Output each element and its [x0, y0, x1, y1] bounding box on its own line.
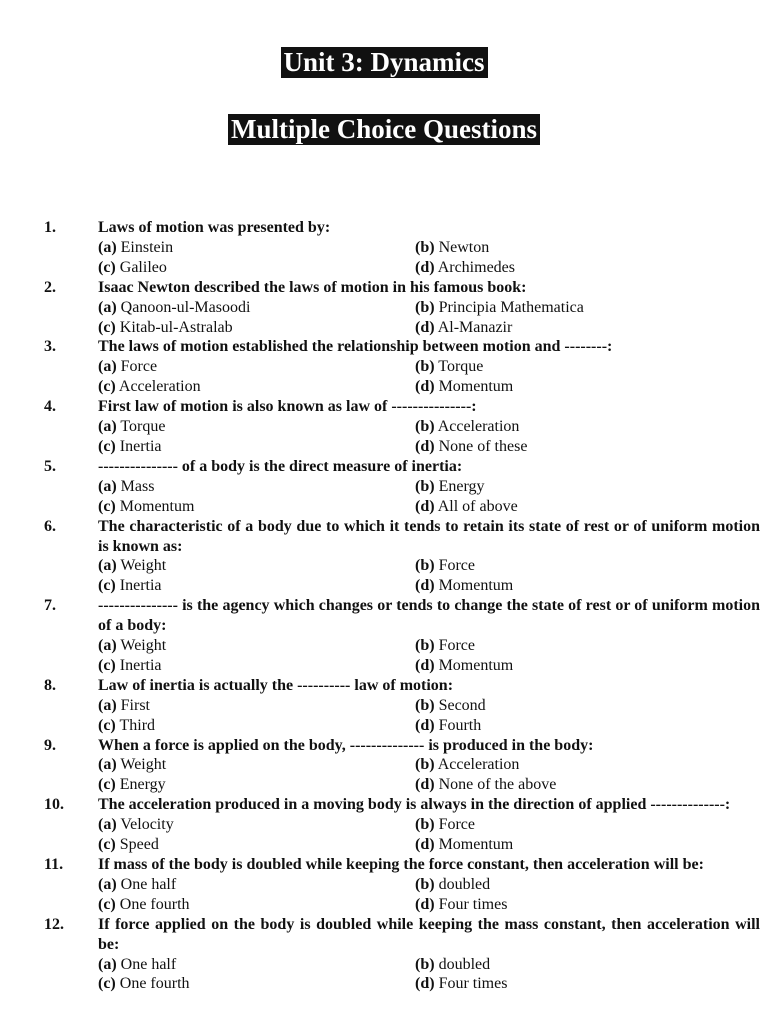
option-letter: (a) [98, 955, 117, 973]
option-letter: (b) [415, 238, 435, 256]
option-text: doubled [438, 875, 491, 893]
answer-option [98, 477, 415, 497]
answer-option [415, 875, 755, 895]
answer-option [98, 755, 415, 775]
option-letter: (d) [415, 975, 435, 993]
question-item [0, 517, 768, 597]
question-item [0, 676, 768, 736]
question-text: --------------- is the agency which changes or tends to change the state of rest or of uniform motion of a body: [98, 597, 760, 635]
option-text: Energy [119, 776, 166, 794]
question-text: The acceleration produced in a moving body is always in the direction of applied --------------: [98, 796, 731, 814]
question-number: 11. [44, 856, 64, 873]
option-text: Principia Mathematica [438, 298, 584, 316]
answer-option [415, 238, 755, 258]
option-letter: (b) [415, 477, 435, 495]
answer-option [415, 775, 755, 795]
answer-option [98, 258, 415, 278]
option-text: None of the above [438, 776, 557, 794]
option-letter: (c) [98, 975, 116, 993]
question-number: 12. [44, 915, 64, 933]
option-letter: (c) [98, 258, 116, 276]
question-number: 1. [44, 219, 56, 236]
option-text: Acceleration [118, 378, 201, 396]
option-text: One fourth [119, 895, 190, 913]
answer-option [415, 377, 755, 397]
answer-option [415, 298, 755, 318]
question-number: 4. [44, 398, 56, 416]
option-text: Mass [120, 477, 155, 495]
option-text: Force [438, 557, 475, 575]
answer-option [98, 437, 415, 457]
answer-option [415, 974, 755, 994]
option-text: Force [438, 816, 475, 834]
option-text: Energy [438, 477, 485, 495]
option-letter: (b) [415, 816, 435, 834]
option-letter: (a) [98, 298, 117, 316]
question-item [0, 278, 768, 338]
answer-option [98, 656, 415, 676]
option-letter: (d) [415, 437, 435, 455]
option-text: Newton [438, 238, 490, 256]
answer-option [98, 895, 415, 915]
answer-option [415, 318, 755, 338]
option-text: Weight [120, 637, 167, 655]
option-text: Weight [120, 557, 167, 575]
question-number: 3. [44, 338, 56, 356]
answer-option [98, 377, 415, 397]
answer-option [415, 835, 755, 855]
answer-option [98, 875, 415, 895]
answer-option [415, 656, 755, 676]
question-text: When a force is applied on the body, -------------- is produced in the body: [98, 736, 594, 754]
answer-option [415, 815, 755, 835]
answer-option [98, 357, 415, 377]
question-item [0, 736, 768, 796]
answer-option [98, 815, 415, 835]
question-number: 7. [44, 597, 56, 615]
option-letter: (d) [415, 318, 435, 336]
option-text: One half [120, 955, 177, 973]
option-letter: (c) [98, 895, 116, 913]
section-title: Multiple Choice Questions [228, 114, 540, 145]
option-text: doubled [438, 955, 491, 973]
option-text: Acceleration [437, 756, 520, 774]
question-number: 5. [44, 457, 56, 475]
answer-option [415, 477, 755, 497]
option-letter: (b) [415, 298, 435, 316]
option-letter: (d) [415, 776, 435, 794]
option-text: Weight [120, 756, 167, 774]
answer-option [98, 556, 415, 576]
option-text: Velocity [120, 816, 174, 834]
option-text: None of these [438, 437, 528, 455]
option-letter: (c) [98, 497, 116, 515]
option-text: Momentum [438, 656, 514, 674]
question-text: The laws of motion established the relationship between motion and --------: [98, 338, 613, 356]
answer-option [415, 258, 755, 278]
question-text: If force applied on the body is doubled while keeping the mass constant, then acceleration will be: [98, 915, 760, 953]
option-letter: (a) [98, 238, 117, 256]
option-text: Al-Manazir [437, 318, 513, 336]
option-text: Four times [438, 975, 508, 993]
question-item [0, 218, 768, 278]
option-letter: (b) [415, 358, 435, 376]
question-item [0, 795, 768, 855]
option-letter: (d) [415, 656, 435, 674]
question-list [0, 218, 768, 994]
option-text: Acceleration [437, 418, 520, 436]
option-letter: (d) [415, 577, 435, 595]
option-text: Force [438, 637, 475, 655]
option-text: Torque [438, 358, 484, 376]
option-text: Inertia [119, 437, 162, 455]
option-letter: (a) [98, 696, 117, 714]
option-text: Four times [438, 895, 508, 913]
option-text: One half [120, 875, 177, 893]
answer-option [415, 357, 755, 377]
answer-option [98, 298, 415, 318]
option-text: Qanoon-ul-Masoodi [120, 298, 251, 316]
answer-option [98, 955, 415, 975]
answer-option [415, 437, 755, 457]
option-text: Force [120, 358, 158, 376]
answer-option [415, 497, 755, 517]
unit-title-banner [0, 47, 768, 78]
answer-option [98, 696, 415, 716]
option-text: Kitab-ul-Astralab [119, 318, 233, 336]
option-letter: (a) [98, 816, 117, 834]
option-text: Momentum [438, 378, 514, 396]
option-text: First [120, 696, 150, 714]
option-text: Torque [120, 418, 166, 436]
question-item [0, 915, 768, 995]
option-letter: (a) [98, 875, 117, 893]
question-text: First law of motion is also known as law of ---------------: [98, 398, 477, 416]
option-letter: (d) [415, 836, 435, 854]
option-text: Archimedes [437, 258, 515, 276]
question-number: 10. [44, 796, 64, 814]
question-text: --------------- of a body is the direct measure of inertia: [98, 457, 463, 475]
answer-option [415, 556, 755, 576]
question-text: Laws of motion was presented by: [98, 219, 331, 236]
option-letter: (c) [98, 318, 116, 336]
option-text: Momentum [119, 497, 195, 515]
option-letter: (c) [98, 437, 116, 455]
answer-option [98, 417, 415, 437]
answer-option [98, 974, 415, 994]
option-letter: (b) [415, 557, 435, 575]
answer-option [98, 576, 415, 596]
option-letter: (d) [415, 497, 435, 515]
option-letter: (c) [98, 378, 116, 396]
option-letter: (a) [98, 557, 117, 575]
question-number: 9. [44, 736, 56, 754]
option-letter: (c) [98, 836, 116, 854]
option-text: Einstein [120, 238, 174, 256]
option-letter: (c) [98, 716, 116, 734]
unit-title: Unit 3: Dynamics [281, 47, 488, 78]
option-letter: (a) [98, 756, 117, 774]
question-text: The characteristic of a body due to which it tends to retain its state of rest or of uniform motion is known as: [98, 517, 760, 555]
section-title-banner [0, 114, 768, 145]
option-text: All of above [437, 497, 518, 515]
question-number: 6. [44, 517, 56, 535]
option-letter: (b) [415, 637, 435, 655]
question-item [0, 596, 768, 676]
option-letter: (c) [98, 656, 116, 674]
option-letter: (d) [415, 716, 435, 734]
option-letter: (d) [415, 258, 435, 276]
option-letter: (c) [98, 577, 116, 595]
answer-option [415, 716, 755, 736]
option-text: Speed [119, 836, 159, 854]
answer-option [415, 895, 755, 915]
answer-option [98, 497, 415, 517]
question-text: If mass of the body is doubled while keeping the force constant, then acceleration will be: [98, 856, 704, 873]
question-item [0, 397, 768, 457]
option-letter: (a) [98, 477, 117, 495]
question-item [0, 337, 768, 397]
option-letter: (b) [415, 955, 435, 973]
option-text: Momentum [438, 836, 514, 854]
option-letter: (a) [98, 358, 117, 376]
option-text: Inertia [119, 577, 162, 595]
answer-option [98, 775, 415, 795]
answer-option [98, 716, 415, 736]
question-number: 2. [44, 278, 56, 296]
option-text: Galileo [119, 258, 167, 276]
option-text: Third [119, 716, 156, 734]
answer-option [415, 755, 755, 775]
option-text: Fourth [438, 716, 482, 734]
option-text: Second [438, 696, 486, 714]
question-item [0, 855, 768, 915]
option-text: One fourth [119, 975, 190, 993]
option-letter: (c) [98, 776, 116, 794]
answer-option [415, 417, 755, 437]
answer-option [415, 696, 755, 716]
option-letter: (b) [415, 696, 435, 714]
option-text: Inertia [119, 656, 162, 674]
answer-option [415, 576, 755, 596]
answer-option [415, 955, 755, 975]
answer-option [415, 636, 755, 656]
answer-option [98, 318, 415, 338]
answer-option [98, 835, 415, 855]
question-text: Isaac Newton described the laws of motion in his famous book: [98, 278, 527, 296]
option-letter: (b) [415, 875, 435, 893]
option-letter: (b) [415, 418, 435, 436]
option-letter: (d) [415, 378, 435, 396]
option-letter: (d) [415, 895, 435, 913]
option-letter: (a) [98, 418, 117, 436]
question-item [0, 457, 768, 517]
answer-option [98, 636, 415, 656]
option-letter: (b) [415, 756, 435, 774]
answer-option [98, 238, 415, 258]
option-letter: (a) [98, 637, 117, 655]
question-text: Law of inertia is actually the ---------- law of motion: [98, 676, 454, 694]
question-number: 8. [44, 676, 56, 694]
option-text: Momentum [438, 577, 514, 595]
